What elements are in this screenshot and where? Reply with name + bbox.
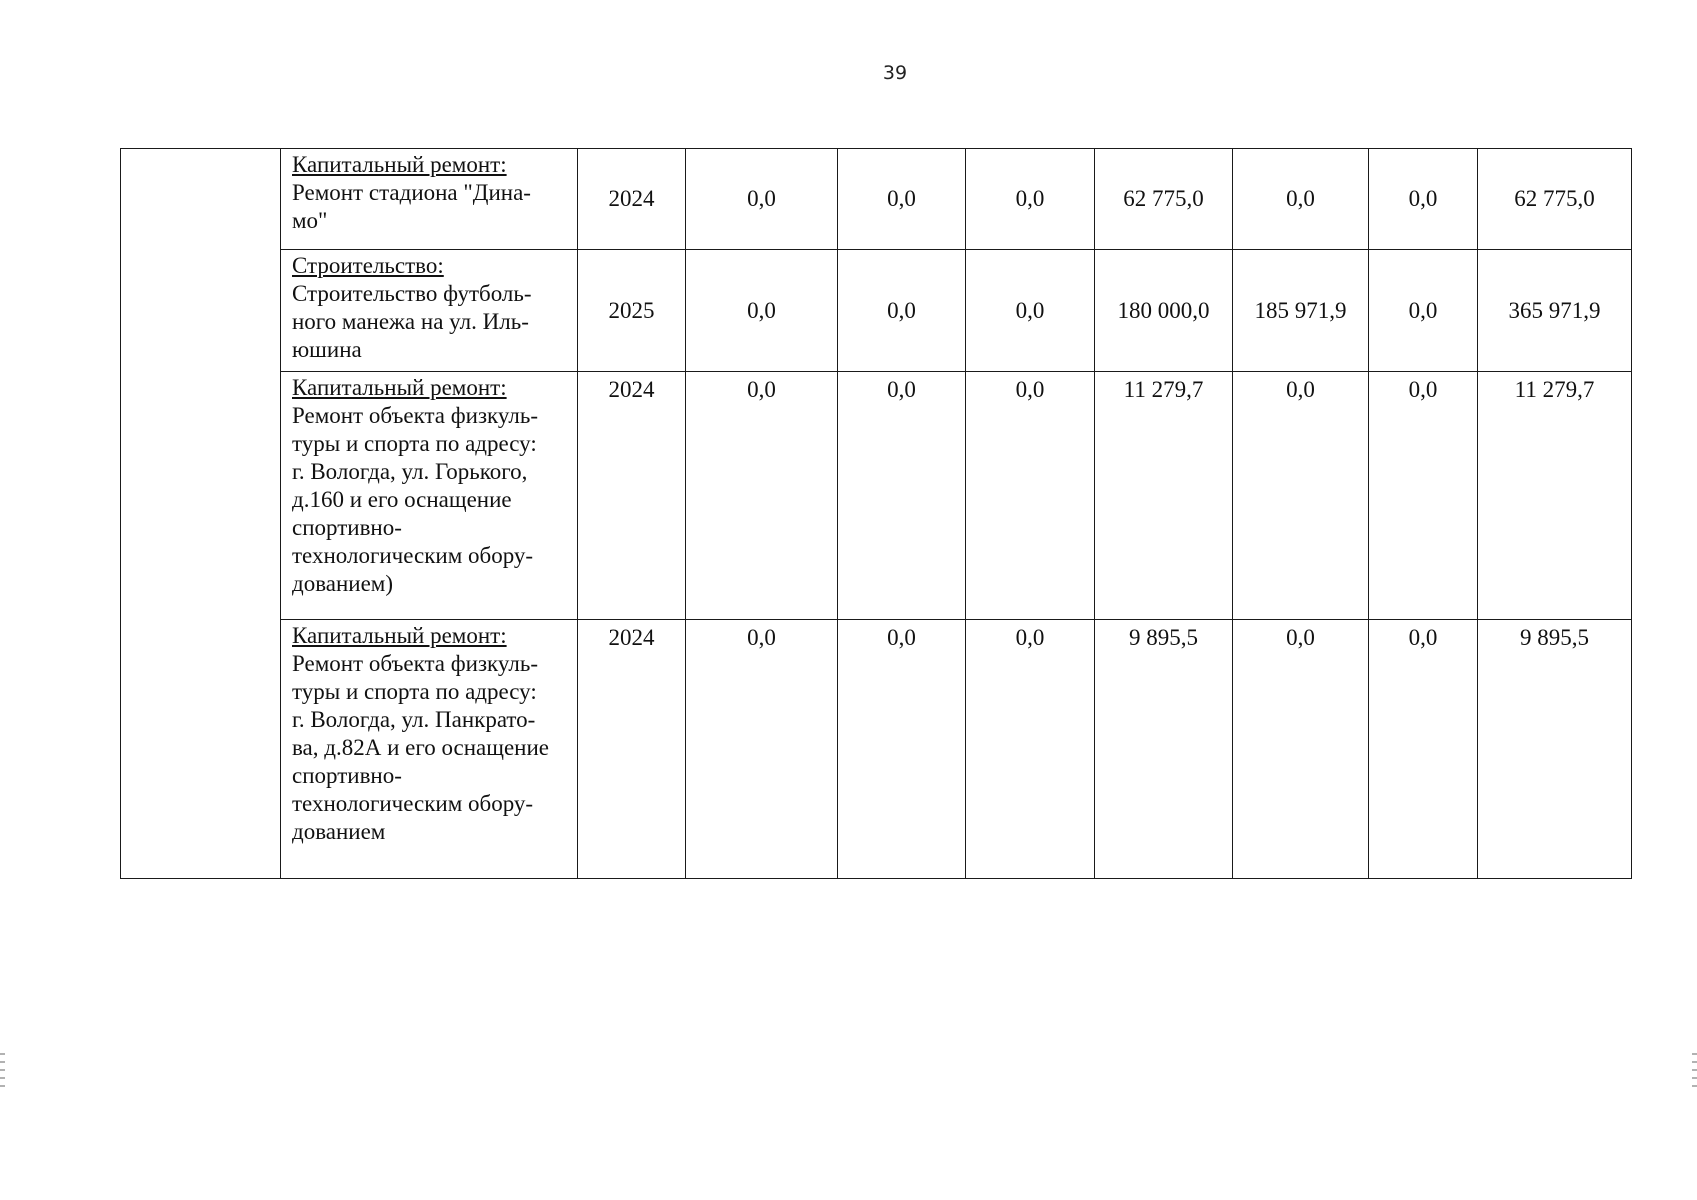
work-type-label: Строительство:	[292, 253, 444, 278]
value-cell: 0,0	[838, 372, 966, 620]
scan-edge-marks-left	[0, 1050, 8, 1090]
value-cell: 0,0	[838, 620, 966, 879]
value-cell: 0,0	[966, 620, 1095, 879]
value-cell: 0,0	[966, 149, 1095, 250]
description-cell	[281, 372, 578, 620]
total-cell: 62 775,0	[1478, 149, 1632, 250]
year-cell: 2025	[578, 250, 686, 372]
value-cell: 0,0	[686, 372, 838, 620]
value-cell: 0,0	[966, 372, 1095, 620]
value-cell: 0,0	[686, 620, 838, 879]
value-cell: 0,0	[838, 250, 966, 372]
value-cell: 0,0	[1233, 149, 1369, 250]
value-cell: 0,0	[838, 149, 966, 250]
year-cell: 2024	[578, 620, 686, 879]
object-description: Строительство футболь- ного манежа на ул. Иль- юшина	[292, 281, 532, 362]
object-description: Ремонт стадиона "Дина- мо"	[292, 180, 531, 233]
scan-edge-marks-right	[1689, 1050, 1697, 1090]
table-row	[121, 149, 1632, 250]
value-cell: 185 971,9	[1233, 250, 1369, 372]
value-cell: 0,0	[686, 250, 838, 372]
value-cell: 9 895,5	[1095, 620, 1233, 879]
description-cell	[281, 620, 578, 879]
value-cell: 0,0	[966, 250, 1095, 372]
description-cell	[281, 149, 578, 250]
work-type-label: Капитальный ремонт:	[292, 623, 507, 648]
object-description: Ремонт объекта физкуль- туры и спорта по адресу: г. Вологда, ул. Панкрато- ва, д.82А и его оснащение спортивно- технологическим обору- дованием	[292, 651, 549, 844]
year-cell: 2024	[578, 372, 686, 620]
budget-table	[120, 148, 1632, 879]
page-number: 39	[882, 62, 908, 84]
total-cell: 11 279,7	[1478, 372, 1632, 620]
value-cell: 0,0	[1369, 250, 1478, 372]
total-cell: 365 971,9	[1478, 250, 1632, 372]
value-cell: 0,0	[1369, 620, 1478, 879]
value-cell: 0,0	[1369, 372, 1478, 620]
value-cell: 62 775,0	[1095, 149, 1233, 250]
year-cell: 2024	[578, 149, 686, 250]
description-cell	[281, 250, 578, 372]
table-row	[121, 372, 1632, 620]
value-cell: 180 000,0	[1095, 250, 1233, 372]
value-cell: 0,0	[1233, 620, 1369, 879]
total-cell: 9 895,5	[1478, 620, 1632, 879]
work-type-label: Капитальный ремонт:	[292, 375, 507, 400]
merged-empty-cell	[121, 149, 281, 879]
table-row	[121, 250, 1632, 372]
value-cell: 0,0	[1233, 372, 1369, 620]
table-row	[121, 620, 1632, 879]
object-description: Ремонт объекта физкуль- туры и спорта по адресу: г. Вологда, ул. Горького, д.160 и его оснащение спортивно- технологическим обору- дованием)	[292, 403, 539, 596]
value-cell: 0,0	[686, 149, 838, 250]
value-cell: 0,0	[1369, 149, 1478, 250]
work-type-label: Капитальный ремонт:	[292, 152, 507, 177]
value-cell: 11 279,7	[1095, 372, 1233, 620]
